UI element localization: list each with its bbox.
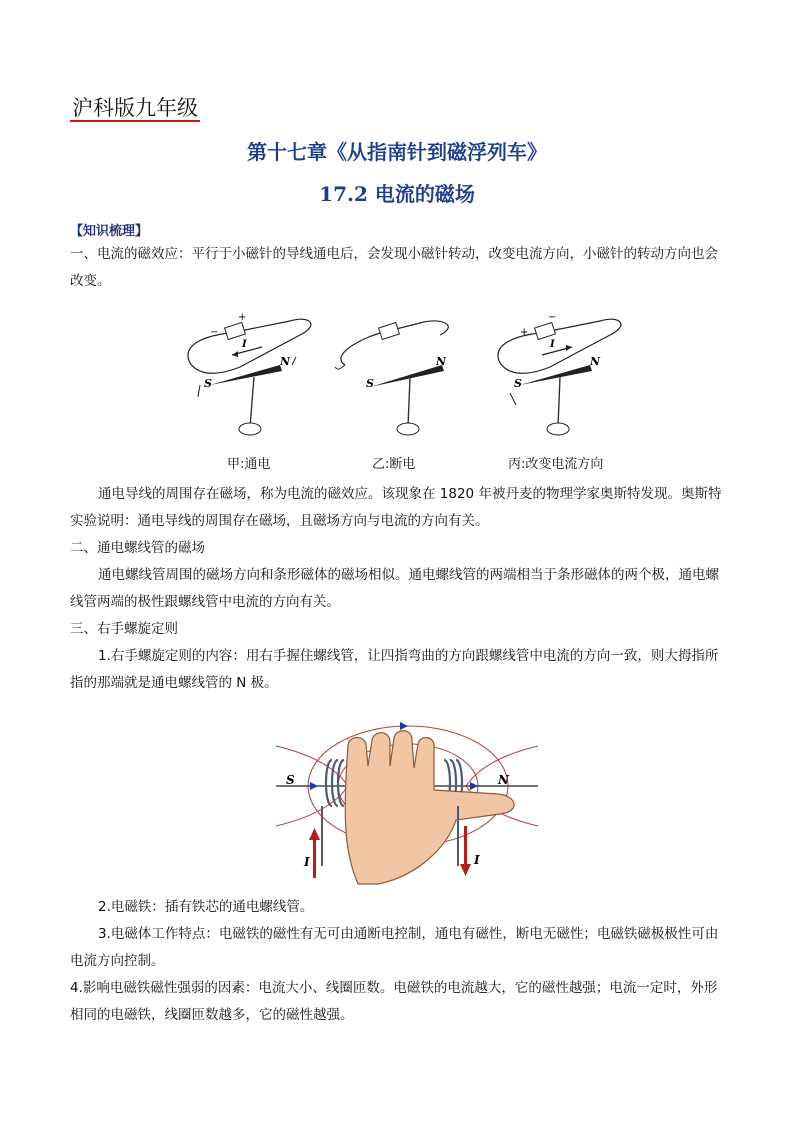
grade-underline: [70, 120, 200, 122]
oersted-reversed-diagram: [498, 312, 621, 435]
knowledge-tag: 【知识梳理】: [70, 224, 149, 239]
right-hand: [345, 731, 514, 884]
south-label: S: [204, 377, 212, 390]
current-label: I: [242, 339, 247, 350]
svg-text:N: N: [590, 355, 601, 368]
grade-label: 沪科版九年级: [72, 96, 198, 120]
paragraph-strength-factors: 4.影响电磁铁磁性强弱的因素：电流大小、线圈匝数。电磁铁的电流越大，它的磁性越强；电流一定时，外形相同的电磁铁，线圈匝数越多，它的磁性越强。: [70, 980, 718, 1023]
svg-text:S: S: [366, 377, 374, 390]
svg-text:−: −: [548, 312, 557, 323]
plus-label: +: [238, 312, 247, 323]
caption-on: 甲:通电: [227, 457, 271, 472]
paragraph-magnetic-effect: 一、电流的磁效应：平行于小磁针的导线通电后，会发现小磁针转动，改变电流方向，小磁针的转动方向也会改变。: [70, 246, 718, 289]
oersted-on-diagram: [188, 312, 311, 435]
svg-text:+: +: [520, 327, 529, 338]
svg-text:S: S: [514, 377, 522, 390]
paragraph-electromagnet-features: 3.电磁体工作特点：电磁铁的磁性有无可由通断电控制，通电有磁性，断电无磁性；电磁铁磁极极性可由电流方向控制。: [70, 926, 719, 969]
section-title: 17.2 电流的磁场: [319, 182, 475, 206]
oersted-off-diagram: [335, 321, 448, 435]
svg-text:I: I: [550, 339, 555, 350]
oersted-figure: [170, 305, 630, 455]
caption-reversed: 丙:改变电流方向: [508, 457, 604, 472]
right-hand-rule-figure: [268, 716, 546, 886]
paragraph-solenoid: 通电螺线管周围的磁场方向和条形磁体的磁场相似。通电螺线管的两端相当于条形磁体的两个极，通电螺线管两端的极性跟螺线管中电流的方向有关。: [70, 567, 719, 610]
svg-text:I: I: [304, 855, 310, 869]
north-label: N: [280, 355, 291, 368]
chapter-title: 第十七章《从指南针到磁浮列车》: [247, 140, 547, 164]
heading-solenoid: 二、通电螺线管的磁场: [70, 540, 205, 556]
minus-label: −: [210, 327, 219, 338]
heading-right-hand-rule: 三、右手螺旋定则: [70, 621, 178, 637]
solenoid-south-label: S: [286, 773, 295, 787]
caption-off: 乙:断电: [372, 457, 416, 472]
solenoid-north-label: N: [498, 773, 509, 787]
svg-text:N: N: [436, 355, 447, 368]
paragraph-electromagnet: 2.电磁铁：插有铁芯的通电螺线管。: [98, 899, 314, 915]
svg-text:I: I: [474, 853, 480, 867]
paragraph-oersted: 通电导线的周围存在磁场，称为电流的磁效应。该现象在 1820 年被丹麦的物理学家奥斯特发现。奥斯特实验说明：通电导线的周围存在磁场，且磁场方向与电流的方向有关。: [70, 486, 722, 529]
paragraph-right-hand-rule: 1.右手螺旋定则的内容：用右手握住螺线管，让四指弯曲的方向跟螺线管中电流的方向一致，则大拇指所指的那端就是通电螺线管的 N 极。: [70, 648, 719, 691]
